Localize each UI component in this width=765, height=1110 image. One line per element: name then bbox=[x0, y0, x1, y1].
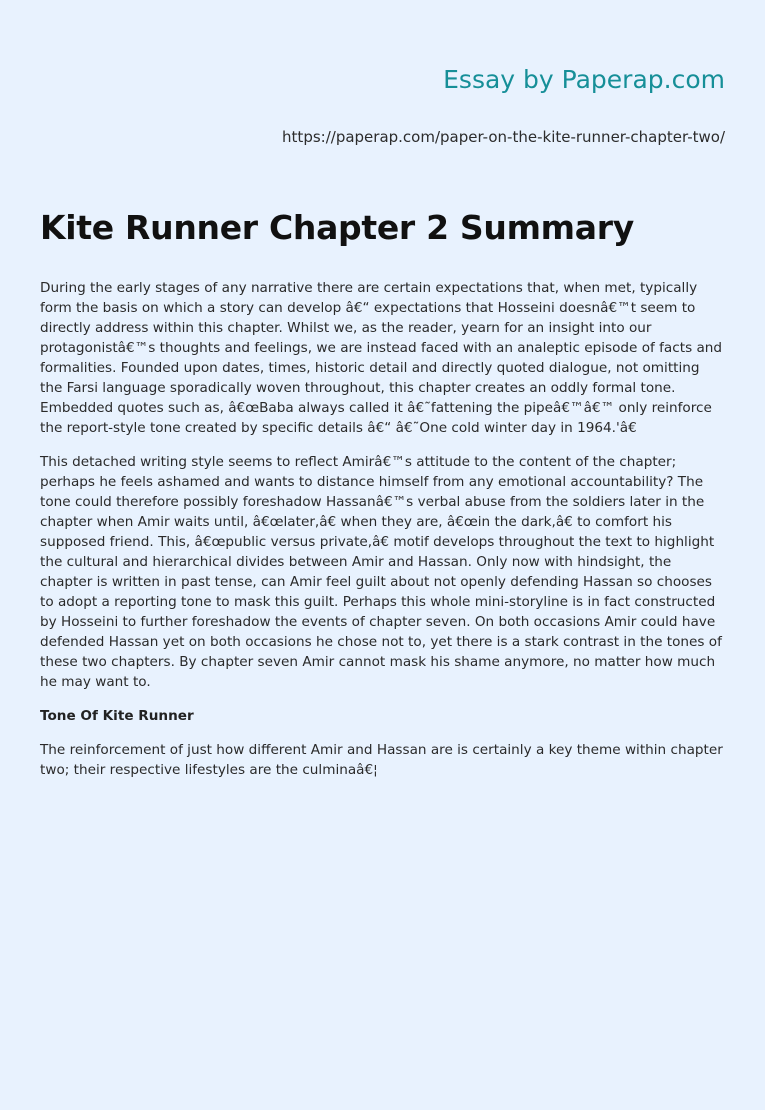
paragraph-3: The reinforcement of just how different Amir and Hassan are is certainly a key theme within chapter two; their respective lifestyles are the culminaâ€¦ bbox=[40, 742, 723, 778]
paragraph-1: During the early stages of any narrative there are certain expectations that, when met, typically form the basis on which a story can develop â€“ expectations that Hosseini doesnâ€™t seem to directly address within this chapter. Whilst we, as the reader, yearn for an insight into our protagonistâ€™s thoughts and feelings, we are instead faced with an analeptic episode of facts and formalities. Founded upon dates, times, historic detail and directly quoted dialogue, not omitting the Farsi language sporadically woven throughout, this chapter creates an oddly formal tone. Embedded quotes such as, â€œBaba always called it â€˜fattening the pipeâ€™â€™ only reinforce the report-style tone created by specific details â€“ â€˜One cold winter day in 1964.'â€ bbox=[40, 280, 723, 436]
paragraph-2: This detached writing style seems to reflect Amirâ€™s attitude to the content of the chapter; perhaps he feels ashamed and wants to distance himself from any emotional accountability? The tone could therefore possibly foreshadow Hassanâ€™s verbal abuse from the soldiers later in the chapter when Amir waits until, â€œlater,â€ when they are, â€œin the dark,â€ to comfort his supposed friend. This, â€œpublic versus private,â€ motif develops throughout the text to highlight the cultural and hierarchical divides between Amir and Hassan. Only now with hindsight, the chapter is written in past tense, can Amir feel guilt about not openly defending Hassan so chooses to adopt a reporting tone to mask this guilt. Perhaps this whole mini-storyline is in fact constructed by Hosseini to further foreshadow the events of chapter seven. On both occasions Amir could have defended Hassan yet on both occasions he chose not to, yet there is a stark contrast in the tones of these two chapters. By chapter seven Amir cannot mask his shame anymore, no matter how much he may want to. bbox=[40, 454, 722, 690]
article-body bbox=[40, 278, 726, 794]
source-url[interactable]: https://paperap.com/paper-on-the-kite-runner-chapter-two/ bbox=[282, 128, 725, 146]
page-title: Kite Runner Chapter 2 Summary bbox=[40, 208, 634, 247]
section-heading: Tone Of Kite Runner bbox=[40, 708, 194, 724]
site-brand[interactable]: Essay by Paperap.com bbox=[443, 65, 725, 94]
